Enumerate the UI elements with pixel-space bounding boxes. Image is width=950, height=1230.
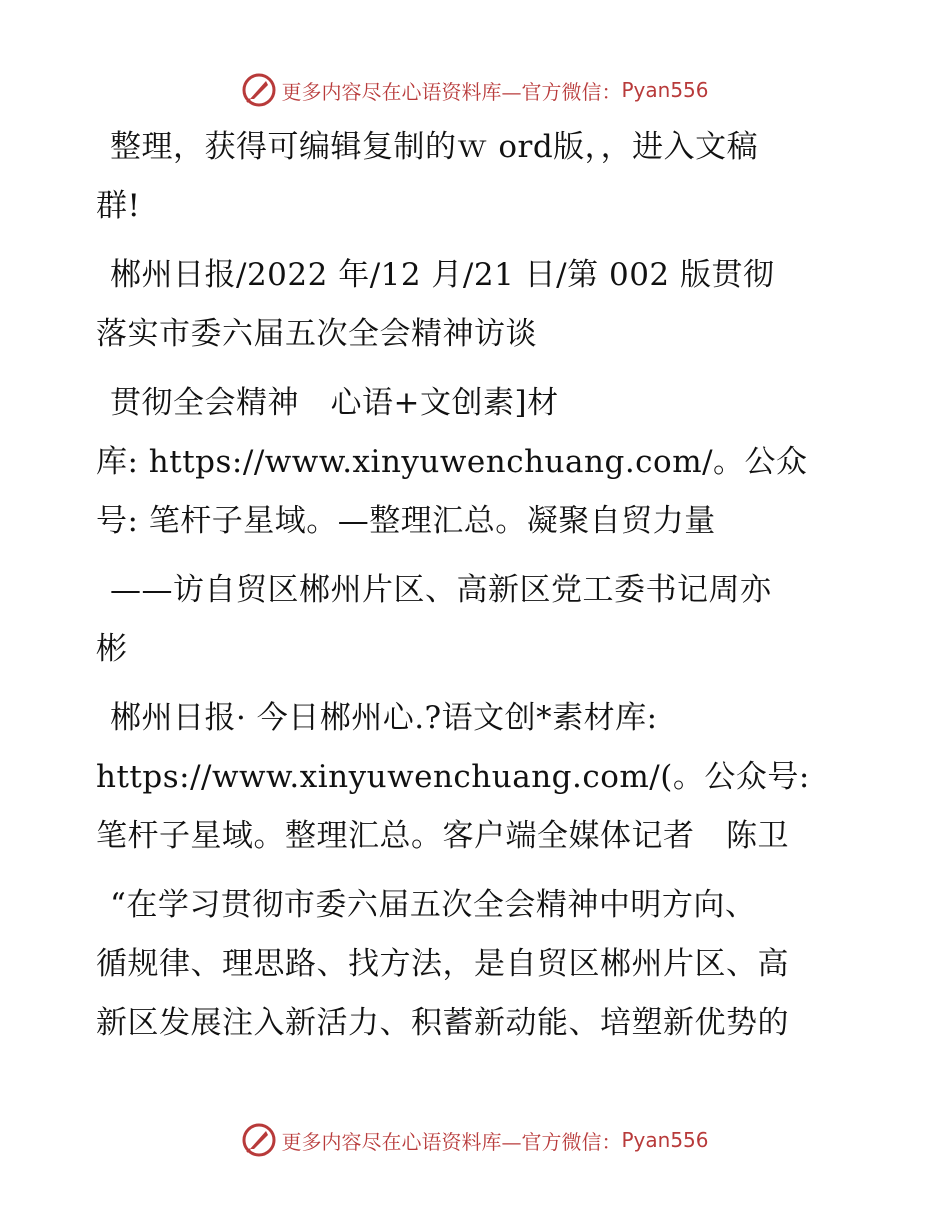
paragraph-3 [96,374,866,551]
header-banner-text: 更多内容尽在心语资料库—官方微信： [281,79,622,104]
text-line: “在学习贯彻市委六届五次全会精神中明方向、 [110,887,757,923]
document-body [96,118,866,1063]
header-banner-inner [241,72,708,108]
text-line: 笔杆子星域。整理汇总。客户端全媒体记者 陈卫 [96,818,789,854]
text-line: 循规律、理思路、找方法，是自贸区郴州片区、高 [96,946,789,982]
text-line: https://www.xinyuwenchuang.com/(。公众号: [96,759,810,795]
text-line: 彬 [96,631,128,667]
paragraph-5 [96,689,866,866]
footer-banner [0,1120,950,1160]
text-line: 整理，获得可编辑复制的ｗ ord版，，进入文稿 [110,129,759,165]
text-line: 贯彻全会精神 心语+文创素]材 [110,385,559,421]
text-line: 号: 笔杆子星域。—整理汇总。凝聚自贸力量 [96,503,716,539]
quill-logo-icon [241,1122,277,1158]
text-line: 落实市委六届五次全会精神访谈 [96,316,537,352]
paragraph-1 [96,118,866,236]
header-banner [0,70,950,110]
footer-banner-inner [241,1122,708,1158]
quill-logo-icon [241,72,277,108]
paragraph-4 [96,561,866,679]
paragraph-2 [96,246,866,364]
paragraph-6 [96,876,866,1053]
header-wechat-id: Pyan556 [621,78,709,102]
footer-banner-text: 更多内容尽在心语资料库—官方微信： [281,1129,622,1154]
footer-wechat-id: Pyan556 [621,1128,709,1152]
text-line: 新区发展注入新活力、积蓄新动能、培塑新优势的 [96,1005,789,1041]
text-line: 郴州日报· 今日郴州心.?语文创*素材库: [110,700,658,736]
text-line: ——访自贸区郴州片区、高新区党工委书记周亦 [110,572,772,608]
text-line: 郴州日报/2022 年/12 月/21 日/第 002 版贯彻 [110,257,775,293]
text-line: 群! [96,188,141,224]
text-line: 库: https://www.xinyuwenchuang.com/。公众 [96,444,808,480]
